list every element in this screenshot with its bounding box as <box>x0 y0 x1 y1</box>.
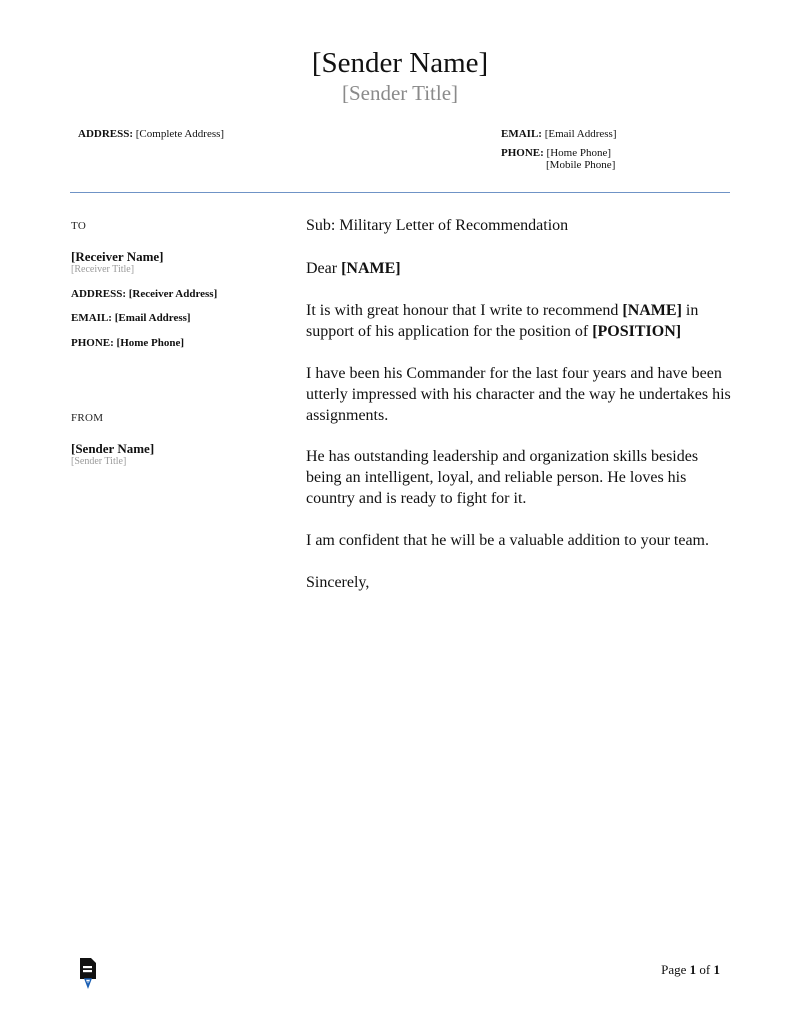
header-phone-label: PHONE: <box>501 147 544 159</box>
page-total: 1 <box>713 962 720 977</box>
header-email-label: EMAIL: <box>501 128 542 140</box>
letter-paragraph-2: I have been his Commander for the last four years and have been utterly impressed with his character and the way he undertakes his assignments. <box>306 365 731 424</box>
receiver-address-value: [Receiver Address] <box>128 288 218 300</box>
page-current: 1 <box>689 962 697 977</box>
from-label: FROM <box>71 412 104 424</box>
header-address-value: [Complete Address] <box>135 128 225 140</box>
header-email-value: [Email Address] <box>544 128 617 140</box>
letter-paragraph-4: I am confident that he will be a valuable addition to your team. <box>306 532 709 549</box>
letter-paragraph-1 <box>306 300 736 342</box>
receiver-phone-label: PHONE: <box>71 337 114 349</box>
p1-part2: in support of his application for the position of <box>306 302 699 340</box>
header-home-phone: [Home Phone] <box>546 147 611 159</box>
header-address <box>78 128 224 141</box>
letter-salutation <box>306 258 736 279</box>
header-address-label: ADDRESS: <box>78 128 134 140</box>
header-divider <box>70 192 730 193</box>
from-sender-name: [Sender Name] <box>71 441 155 456</box>
header-mobile-phone: [Mobile Phone] <box>546 159 616 171</box>
letter-closing: Sincerely, <box>306 574 370 591</box>
receiver-title: [Receiver Title] <box>71 264 135 275</box>
receiver-address <box>71 288 217 301</box>
to-label: TO <box>71 220 87 232</box>
p1-name: [NAME] <box>622 302 682 319</box>
pen-document-icon <box>78 957 98 989</box>
receiver-email <box>71 312 191 325</box>
receiver-address-label: ADDRESS: <box>71 288 127 300</box>
letter-paragraph-3: He has outstanding leadership and organization skills besides being an intelligent, loyal, and reliable person. He loves his country and is ready to fight for it. <box>306 448 699 507</box>
page-of: of <box>699 962 711 977</box>
receiver-email-value: [Email Address] <box>114 312 191 324</box>
letter-subject: Sub: Military Letter of Recommendation <box>306 217 569 234</box>
receiver-phone <box>71 337 184 350</box>
receiver-phone-value: [Home Phone] <box>116 337 185 349</box>
receiver-email-label: EMAIL: <box>71 312 112 324</box>
p1-position: [POSITION] <box>592 323 682 340</box>
salutation-prefix: Dear <box>306 260 338 277</box>
page-label: Page <box>661 962 687 977</box>
from-sender-title: [Sender Title] <box>71 456 127 467</box>
header-sender-title: [Sender Title] <box>341 81 459 105</box>
p1-part1: It is with great honour that I write to recommend <box>306 302 619 319</box>
salutation-name: [NAME] <box>341 260 401 277</box>
page-number <box>661 962 720 978</box>
header-email <box>501 128 617 141</box>
header-sender-name: [Sender Name] <box>311 47 489 79</box>
receiver-name: [Receiver Name] <box>71 249 164 264</box>
